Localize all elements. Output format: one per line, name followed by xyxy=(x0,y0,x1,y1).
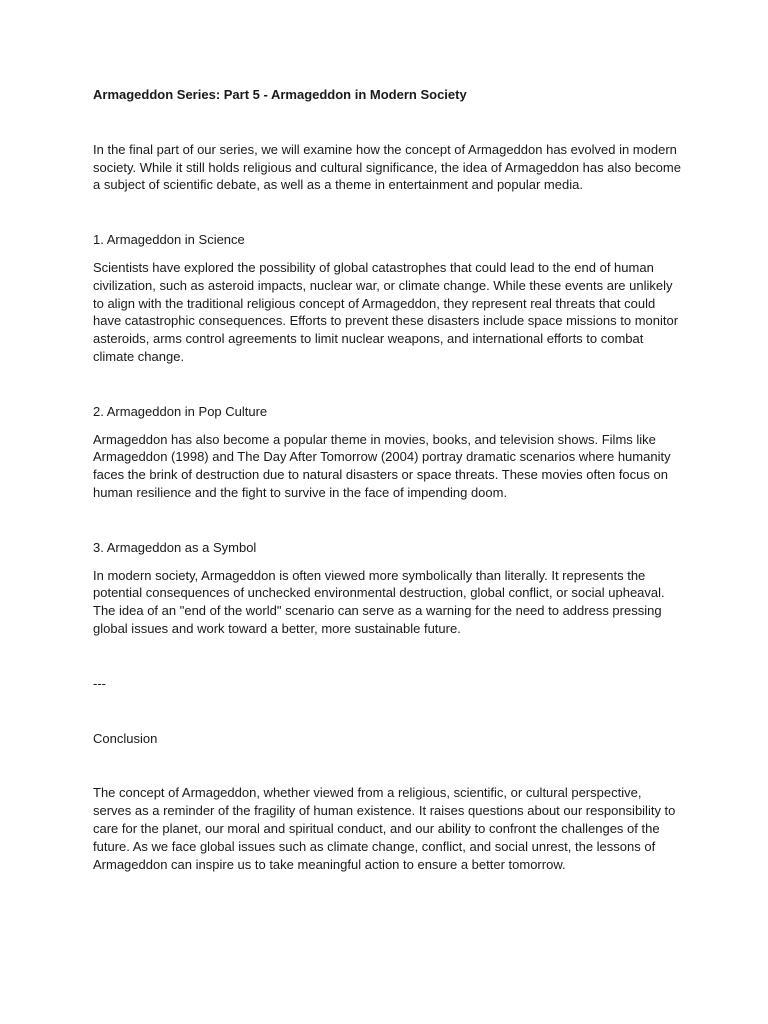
conclusion-heading: Conclusion xyxy=(93,730,158,746)
intro-paragraph: In the final part of our series, we will examine how the concept of Armageddon has evolved in modern society. While it still holds religious and cultural significance, the idea of Armageddon has also become a subject of scientific debate, as well as a theme in entertainment and popular media. xyxy=(93,141,681,193)
section-body-pop-culture: Armageddon has also become a popular theme in movies, books, and television shows. Films like Armageddon (1998) and The Day After Tomorrow (2004) portray dramatic scenarios where humanity faces the brink of destruction due to natural disasters or space threats. These movies often focus on human resilience and the fight to survive in the face of impending doom. xyxy=(93,431,671,500)
section-heading-symbol: 3. Armageddon as a Symbol xyxy=(93,539,257,555)
document-page xyxy=(93,86,683,873)
separator: --- xyxy=(93,675,106,691)
document-title: Armageddon Series: Part 5 - Armageddon in Modern Society xyxy=(93,87,467,102)
conclusion-paragraph: The concept of Armageddon, whether viewed from a religious, scientific, or cultural perspective, serves as a reminder of the fragility of human existence. It raises questions about our responsibility to care for the planet, our moral and spiritual conduct, and our ability to confront the challenges of the future. As we face global issues such as climate change, conflict, and social unrest, the lessons of Armageddon can inspire us to take meaningful action to ensure a better tomorrow. xyxy=(93,785,676,872)
section-body-science: Scientists have explored the possibility of global catastrophes that could lead to the end of human civilization, such as asteroid impacts, nuclear war, or climate change. While these events are unlikely to align with the traditional religious concept of Armageddon, they represent real threats that could have catastrophic consequences. Efforts to prevent these disasters include space missions to monitor asteroids, arms control agreements to limit nuclear weapons, and international efforts to combat climate change. xyxy=(93,259,679,364)
section-heading-science: 1. Armageddon in Science xyxy=(93,232,245,248)
section-body-symbol: In modern society, Armageddon is often viewed more symbolically than literally. It represents the potential consequences of unchecked environmental destruction, global conflict, or social upheaval. The idea of an "end of the world" scenario can serve as a warning for the need to address pressing global issues and work toward a better, more sustainable future. xyxy=(93,567,665,636)
section-heading-pop-culture: 2. Armageddon in Pop Culture xyxy=(93,403,268,419)
